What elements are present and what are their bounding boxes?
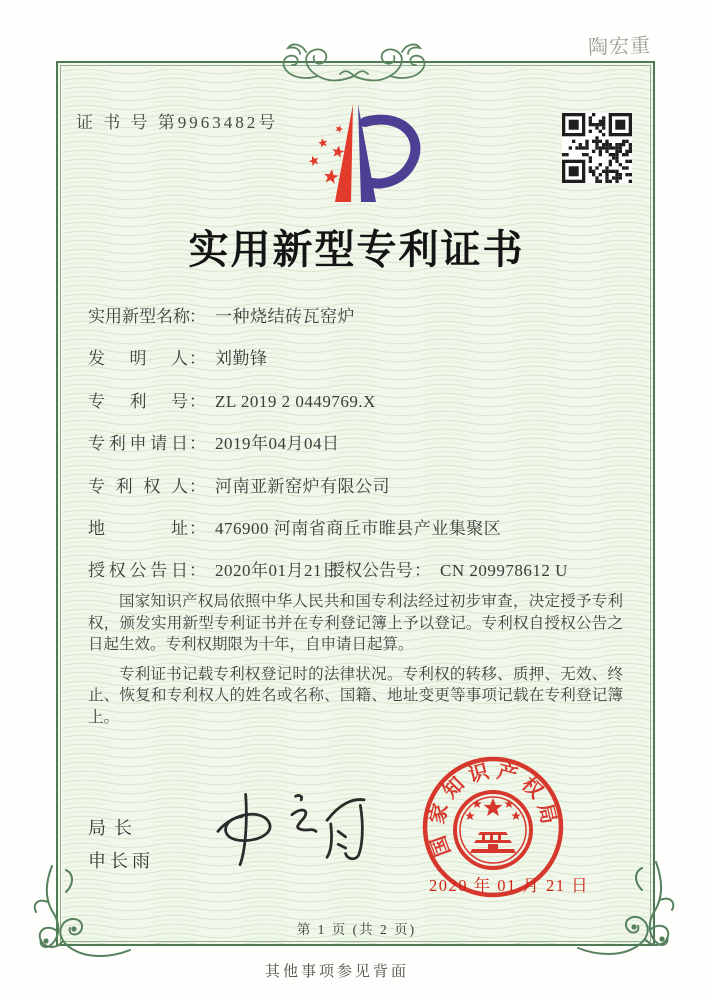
seal-character: 局 bbox=[533, 801, 560, 827]
field-row-patent-number bbox=[88, 387, 628, 411]
field-value: 一种烧结砖瓦窑炉 bbox=[215, 307, 355, 326]
field-value: 2019年04月04日 bbox=[215, 434, 340, 453]
field-colon: ： bbox=[189, 477, 206, 496]
field-colon: ： bbox=[189, 349, 206, 368]
field-label: 地址 bbox=[88, 519, 188, 538]
bottom-left-corner-ornament bbox=[26, 860, 138, 968]
certificate-title: 实用新型专利证书 bbox=[188, 227, 525, 272]
field-colon: ： bbox=[189, 561, 206, 580]
qr-code bbox=[562, 113, 632, 183]
field-label: 授权公告日 bbox=[88, 561, 188, 580]
field-label: 授权公告号 bbox=[328, 561, 413, 580]
field-label: 专利申请日 bbox=[88, 434, 188, 453]
seal-date: 2020 年 01 月 21 日 bbox=[429, 876, 590, 895]
national-emblem-icon bbox=[455, 792, 531, 868]
field-label: 发明人 bbox=[88, 349, 188, 368]
field-row-name bbox=[88, 302, 628, 326]
body-paragraph: 国家知识产权局依照中华人民共和国专利法经过初步审查，决定授予专利权，颁发实用新型专利证书并在专利登记簿上予以登记。专利权自授权公告之日起生效。专利权期限为十年，自申请日起算。 bbox=[88, 593, 623, 653]
field-value: ZL 2019 2 0449769.X bbox=[215, 392, 376, 411]
field-value: CN 209978612 U bbox=[440, 561, 568, 580]
field-row-address bbox=[88, 514, 628, 538]
signature-icon bbox=[192, 782, 377, 877]
field-colon: ： bbox=[414, 561, 431, 580]
certificate-body-text bbox=[88, 591, 623, 736]
seal-character: 国 bbox=[427, 832, 456, 859]
handwritten-note: 陶宏重 bbox=[587, 34, 652, 60]
grant-number-group bbox=[328, 556, 568, 581]
seal-character: 家 bbox=[426, 801, 453, 827]
field-value: 476900 河南省商丘市睢县产业集聚区 bbox=[215, 519, 502, 538]
commissioner-title: 局长 bbox=[88, 818, 140, 838]
seal-character: 知 bbox=[439, 773, 469, 803]
field-label: 专利号 bbox=[88, 392, 188, 411]
field-value: 河南亚新窑炉有限公司 bbox=[215, 477, 390, 496]
field-value: 刘勤锋 bbox=[215, 349, 268, 368]
seal-character: 产 bbox=[494, 760, 520, 788]
field-row-filing-date bbox=[88, 429, 628, 453]
field-colon: ： bbox=[189, 307, 206, 326]
field-colon: ： bbox=[189, 392, 206, 411]
field-value: 2020年01月21日 bbox=[215, 561, 340, 580]
logo-p-icon bbox=[335, 104, 415, 202]
field-label: 专利权人 bbox=[88, 477, 188, 496]
field-row-patentee bbox=[88, 472, 628, 496]
certificate-number: 证 书 号 第9963482号 bbox=[76, 113, 279, 132]
field-row-inventor bbox=[88, 344, 628, 368]
field-label: 实用新型名称 bbox=[88, 307, 190, 326]
cnipa-logo bbox=[283, 100, 438, 208]
seal-character: 识 bbox=[466, 760, 492, 788]
commissioner-name: 申长雨 bbox=[88, 851, 154, 871]
body-paragraph: 专利证书记载专利权登记时的法律状况。专利权的转移、质押、无效、终止、恢复和专利权人的姓名或名称、国籍、地址变更等事项记载在专利登记簿上。 bbox=[88, 665, 623, 726]
page-number: 第 1 页 (共 2 页) bbox=[296, 922, 417, 937]
seal-character: 权 bbox=[517, 773, 547, 803]
top-flourish-ornament bbox=[244, 36, 464, 88]
field-colon: ： bbox=[189, 434, 206, 453]
field-colon: ： bbox=[189, 519, 206, 538]
back-side-note: 其他事项参见背面 bbox=[264, 964, 409, 980]
logo-stars-icon bbox=[307, 124, 345, 184]
field-row-grant bbox=[88, 556, 628, 580]
